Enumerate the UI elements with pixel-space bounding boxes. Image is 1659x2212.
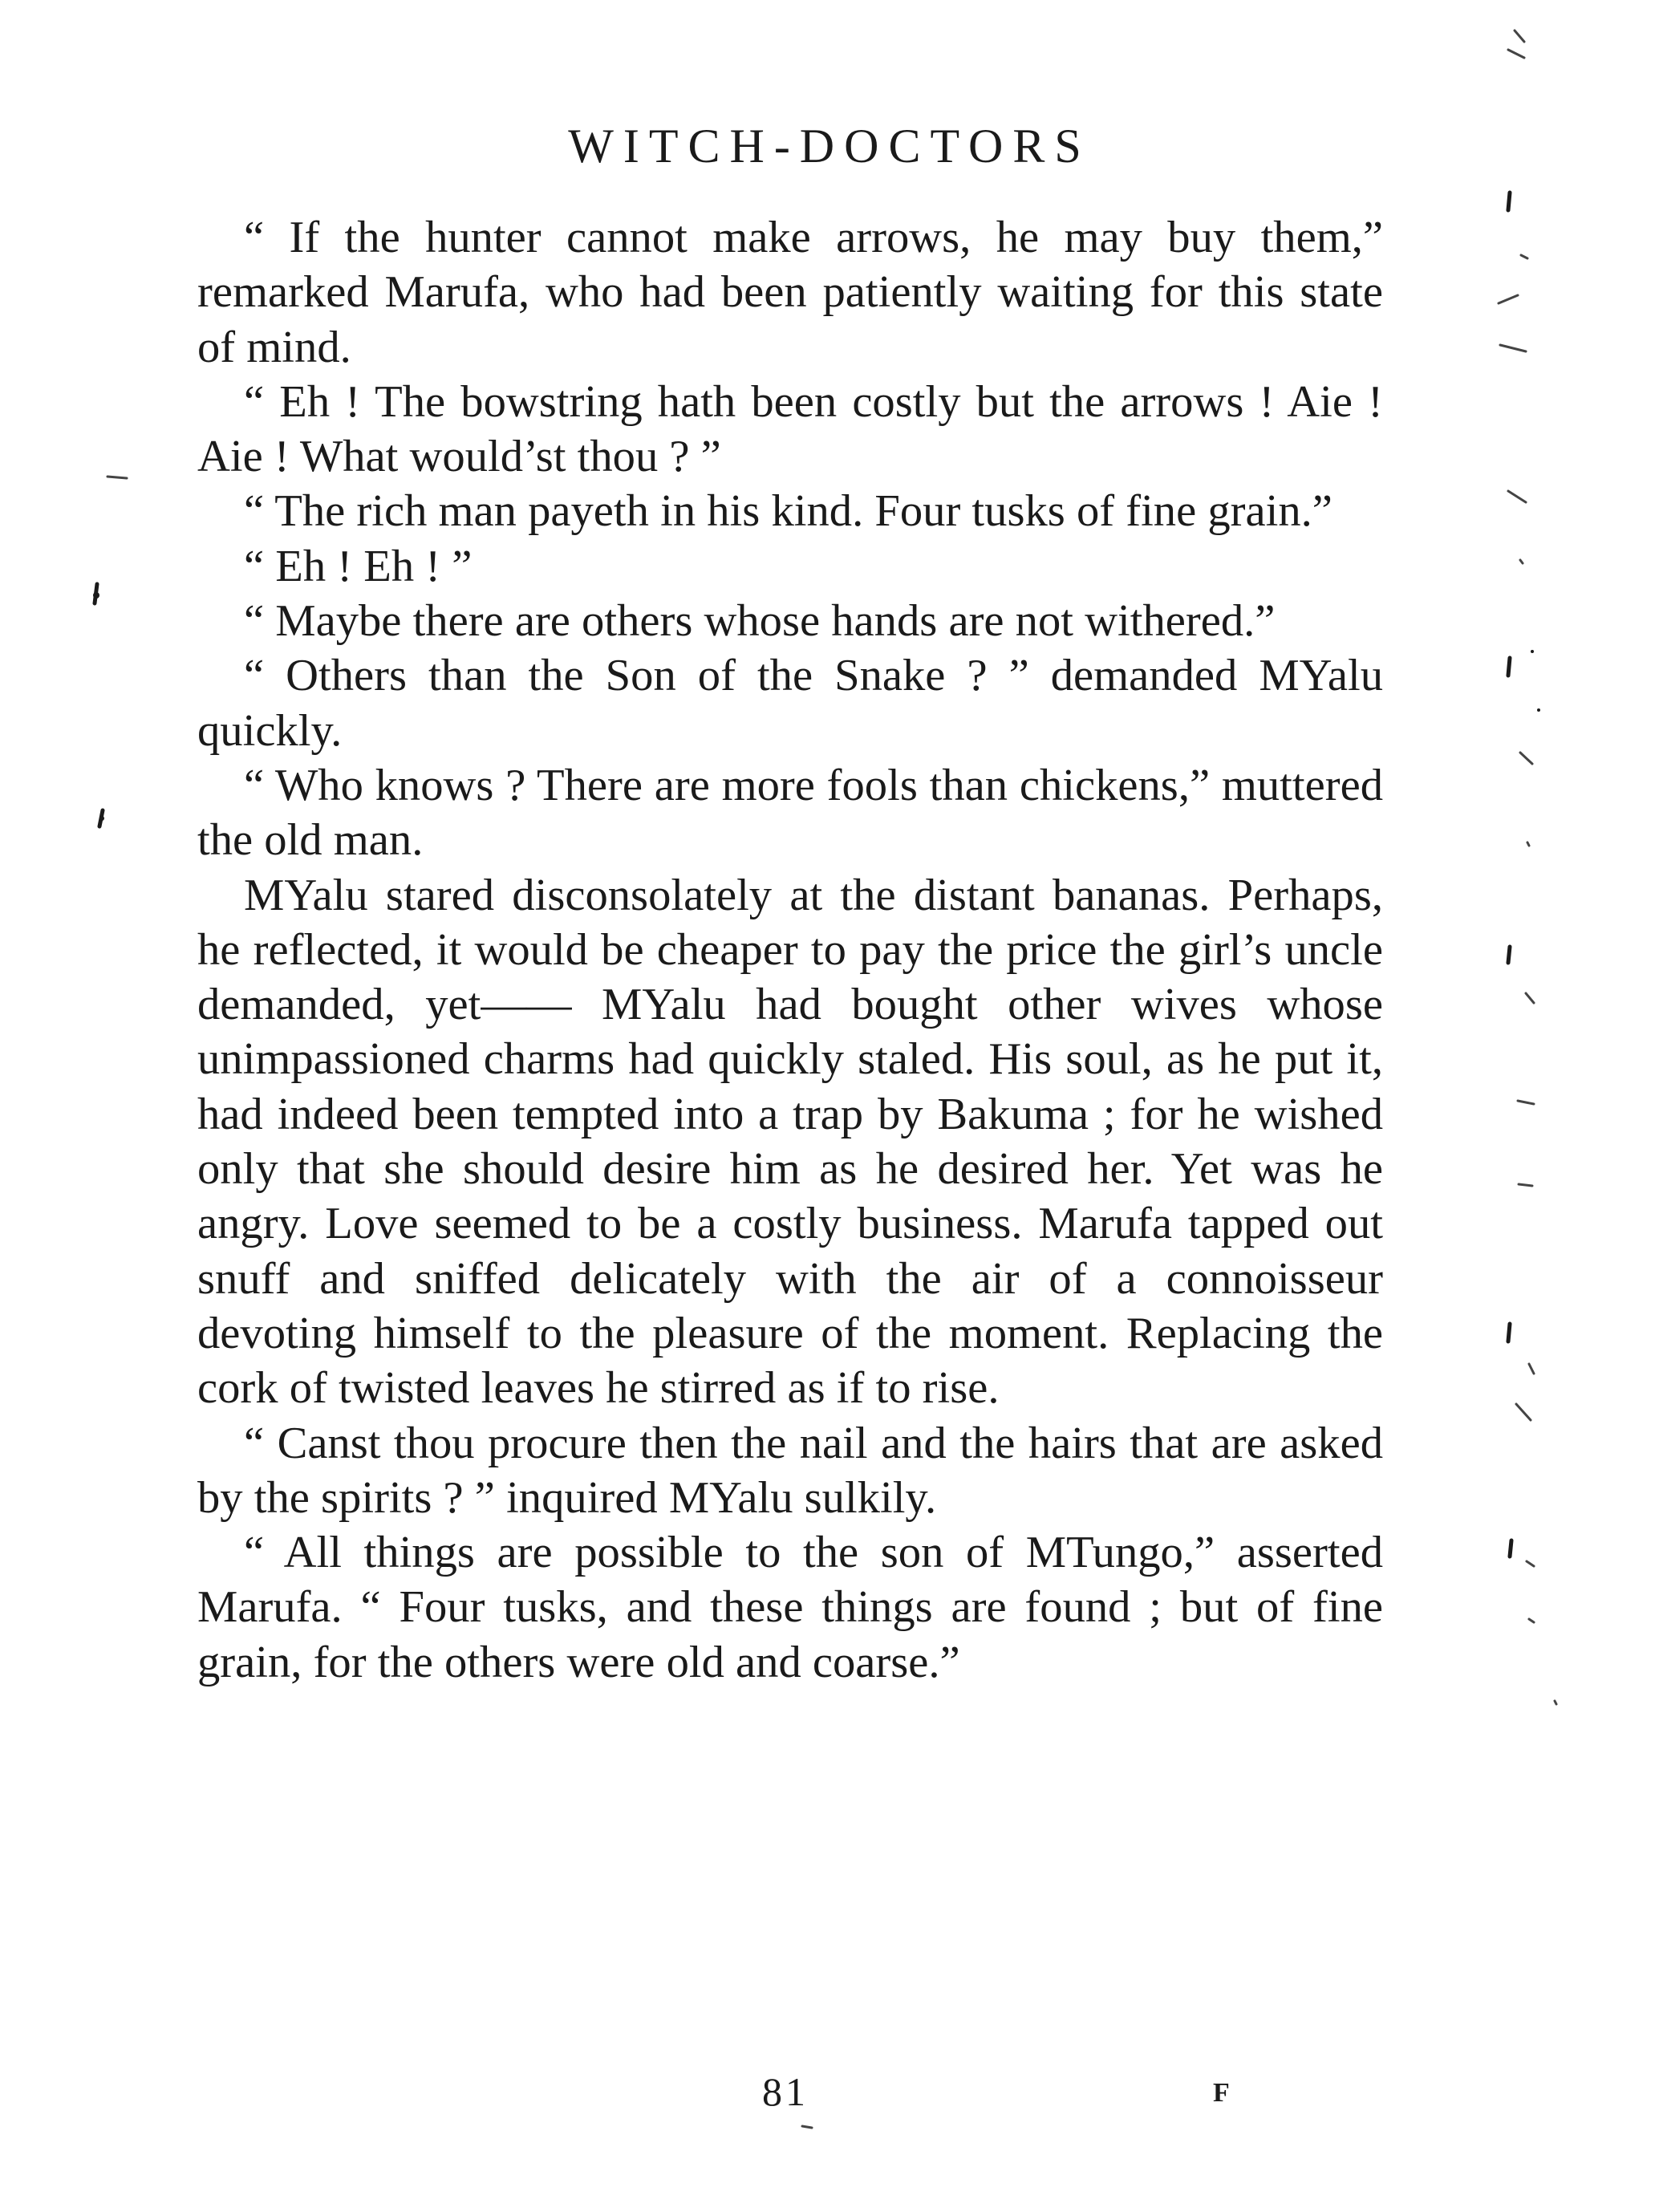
- speck-mark: [1515, 30, 1524, 42]
- speck-mark: [1508, 491, 1526, 502]
- paragraph: “ Maybe there are others whose hands are not withered.”: [244, 596, 1276, 647]
- paragraph: “ Canst thou procure then the nail and the hairs that are asked by the spirits ? ” inquired MYalu sulkily.: [197, 1418, 1383, 1523]
- paragraph: “ Others than the Son of the Snake ? ” demanded MYalu quickly.: [197, 651, 1383, 756]
- speck-mark: [1518, 1101, 1534, 1104]
- page-number: 81: [762, 2069, 809, 2114]
- running-head: WITCH-DOCTORS: [568, 120, 1091, 172]
- speck-mark: [1510, 1540, 1511, 1557]
- speck-mark: [1508, 947, 1510, 963]
- speck-mark: [1526, 993, 1534, 1003]
- paragraph: “ Eh ! Eh ! ”: [244, 541, 473, 591]
- speck-mark: [1508, 1324, 1510, 1341]
- paragraph: “ If the hunter cannot make arrows, he may buy them,” remarked Marufa, who had been patiently waiting for this state of mind.: [197, 213, 1383, 372]
- paragraph: “ The rich man payeth in his kind. Four tusks of fine grain.”: [244, 486, 1332, 537]
- speck-dot: [1537, 708, 1540, 712]
- speck-mark: [1508, 193, 1510, 210]
- speck-mark: [1521, 255, 1527, 258]
- signature-mark: F: [1213, 2078, 1230, 2108]
- speck-mark: [1508, 658, 1510, 676]
- speck-dot: [93, 592, 99, 599]
- speck-mark: [1500, 345, 1526, 351]
- speck-mark: [1529, 1364, 1534, 1374]
- speck-mark: [107, 477, 127, 478]
- speck-mark: [1508, 50, 1524, 58]
- speck-mark: [1499, 295, 1518, 303]
- paragraph: MYalu stared disconsolately at the distant bananas. Perhaps, he reflected, it would be cheaper to pay the price the girl’s uncle demanded, yet—— MYalu had bought other wives whose unimpassioned charms had quickly staled. His soul, as he put it, had indeed been tempted into a trap by Bakuma ; for he wished only that she should desire him as he desired her. Yet was he angry. Love seemed to be a costly business. Marufa tapped out snuff and sniffed delicately with the air of a connoisseur devoting himself to the pleasure of the moment. Replacing the cork of twisted leaves he stirred as if to rise.: [197, 870, 1383, 1414]
- speck-mark: [95, 584, 97, 603]
- page-footer: [0, 2068, 1659, 2117]
- speck-mark: [802, 2126, 812, 2128]
- speck-mark: [1555, 1701, 1556, 1704]
- speck-dot: [99, 816, 104, 821]
- paragraph: “ All things are possible to the son of MTungo,” asserted Marufa. “ Four tusks, and these things are found ; but of fine grain, for the others were old and coarse.”: [197, 1528, 1383, 1687]
- speck-mark: [1516, 1404, 1531, 1420]
- paragraph: “ Who knows ? There are more fools than chickens,” muttered the old man.: [197, 760, 1383, 866]
- speck-mark: [1527, 842, 1529, 846]
- body-text: [197, 210, 1383, 1690]
- speck-mark: [1520, 753, 1532, 764]
- speck-mark: [1519, 1184, 1532, 1186]
- speck-mark: [1520, 560, 1523, 563]
- speck-dot: [1531, 650, 1534, 653]
- speck-mark: [99, 810, 103, 826]
- speck-mark: [1529, 1619, 1534, 1622]
- speck-mark: [1527, 1561, 1534, 1566]
- paragraph: “ Eh ! The bowstring hath been costly but the arrows ! Aie ! Aie ! What would’st thou ? ”: [197, 376, 1383, 482]
